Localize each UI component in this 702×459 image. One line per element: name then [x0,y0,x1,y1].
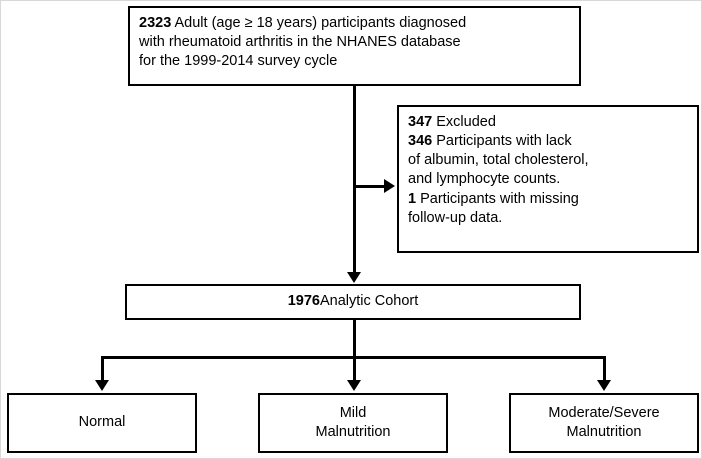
excluded-item-2-count: 1 [408,190,417,207]
cohort-text [127,286,579,318]
group-3-line-1: Moderate/Severe [548,404,660,421]
source-line-2: with rheumatoid arthritis in the NHANES database [139,34,461,51]
excluded-text [399,107,697,234]
excluded-item-2-line-2: follow-up data. [408,209,503,226]
arrowhead-to-excluded [384,179,395,193]
connector-source-to-cohort [353,86,356,276]
node-group-moderate-severe-malnutrition [509,393,699,453]
group-1-line-1: Normal [78,414,126,431]
source-count: 2323 [139,15,172,31]
arrowhead-to-cohort [347,272,361,283]
excluded-item-1-count: 346 [408,133,433,150]
excluded-item-2-text: Participants with missing [416,190,579,207]
source-text [130,8,579,77]
group-2-line-1: Mild [339,404,367,421]
node-excluded [397,105,699,253]
node-analytic-cohort [125,284,581,320]
source-line-3: for the 1999-2014 survey cycle [139,53,338,70]
group-2-text [260,395,446,451]
excluded-header-rest: Excluded [432,114,496,130]
excluded-item-1-line-2: of albumin, total cholesterol, [408,152,589,169]
node-source-population [128,6,581,86]
cohort-label: Analytic Cohort [319,293,419,310]
arrowhead-to-group-1 [95,380,109,391]
excluded-header [408,113,688,132]
excluded-item-2-line-1 [408,190,688,209]
source-line-1-rest: Adult (age ≥ 18 years) participants diagnosed [171,15,467,31]
excluded-item-1-line-1 [408,132,688,151]
group-3-line-2: Malnutrition [566,424,642,440]
arrowhead-to-group-2 [347,380,361,391]
source-line-1 [139,14,570,33]
group-2-line-2: Malnutrition [315,424,391,440]
excluded-item-1-line-3 [408,170,688,189]
excluded-item-1-text: Participants with lack [432,133,572,150]
group-1-text [9,395,195,451]
node-group-normal [7,393,197,453]
group-3-text [511,395,697,451]
node-group-mild-malnutrition [258,393,448,453]
connector-cohort-stem [353,320,356,358]
excluded-item-1-line-3-text: and lymphocyte counts. [408,171,561,188]
arrowhead-to-group-3 [597,380,611,391]
cohort-count: 1976 [287,293,320,310]
excluded-count: 347 [408,114,433,130]
